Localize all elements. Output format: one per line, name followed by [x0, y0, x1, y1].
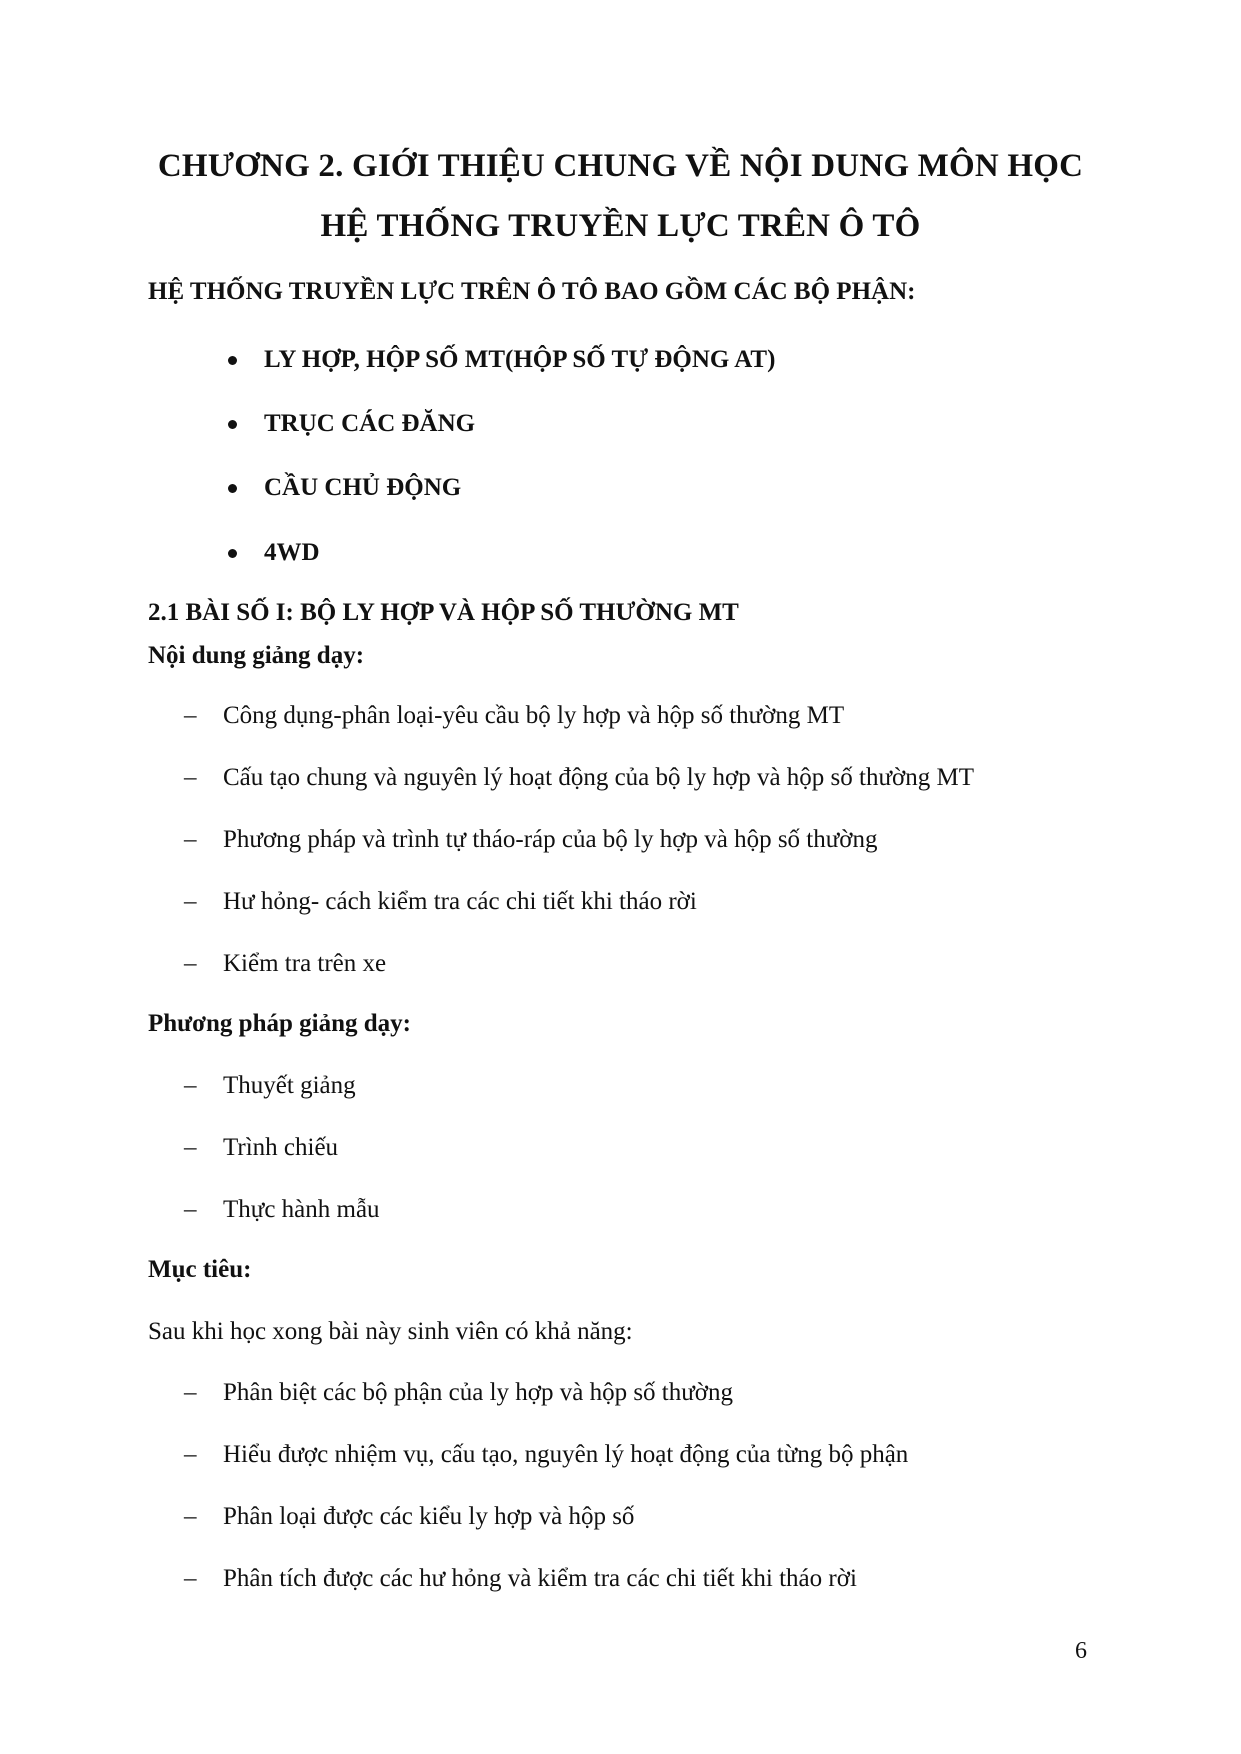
chapter-title-line-2: HỆ THỐNG TRUYỀN LỰC TRÊN Ô TÔ	[320, 208, 921, 244]
bullet-item: TRỤC CÁC ĐĂNG	[264, 410, 476, 437]
list-item: Phân biệt các bộ phận của ly hợp và hộp số thường	[223, 1379, 734, 1406]
list-item: Hư hỏng- cách kiểm tra các chi tiết khi tháo rời	[223, 888, 697, 915]
bullet-icon	[228, 420, 237, 429]
list-item: Hiểu được nhiệm vụ, cấu tạo, nguyên lý hoạt động của từng bộ phận	[223, 1441, 909, 1468]
bullet-icon	[228, 549, 237, 558]
list-item: Kiểm tra trên xe	[223, 950, 387, 977]
dash-icon: –	[184, 1503, 197, 1530]
dash-icon: –	[184, 950, 197, 977]
dash-icon: –	[184, 1565, 197, 1592]
lesson-heading: 2.1 BÀI SỐ I: BỘ LY HỢP VÀ HỘP SỐ THƯỜNG MT	[148, 599, 739, 626]
list-item: Phương pháp và trình tự tháo-ráp của bộ ly hợp và hộp số thường	[223, 826, 878, 853]
objectives-heading: Mục tiêu:	[148, 1256, 252, 1283]
dash-icon: –	[184, 826, 197, 853]
list-item: Thực hành mẫu	[223, 1196, 380, 1223]
bullet-item: LY HỢP, HỘP SỐ MT(HỘP SỐ TỰ ĐỘNG AT)	[264, 346, 776, 373]
page-number: 6	[1075, 1638, 1087, 1664]
dash-icon: –	[184, 764, 197, 791]
list-item: Trình chiếu	[223, 1134, 339, 1161]
dash-icon: –	[184, 1196, 197, 1223]
bullet-item: CẦU CHỦ ĐỘNG	[264, 474, 462, 501]
chapter-title-line-1: CHƯƠNG 2. GIỚI THIỆU CHUNG VỀ NỘI DUNG MÔN HỌC	[157, 148, 1084, 184]
dash-icon: –	[184, 702, 197, 729]
chapter-title	[0, 146, 1241, 266]
bullet-icon	[228, 484, 237, 493]
dash-icon: –	[184, 888, 197, 915]
method-heading: Phương pháp giảng dạy:	[148, 1010, 411, 1037]
content-heading: Nội dung giảng dạy:	[148, 642, 365, 669]
bullet-icon	[228, 356, 237, 365]
dash-icon: –	[184, 1441, 197, 1468]
list-item: Phân tích được các hư hỏng và kiểm tra các chi tiết khi tháo rời	[223, 1565, 857, 1592]
dash-icon: –	[184, 1072, 197, 1099]
objectives-intro: Sau khi học xong bài này sinh viên có khả năng:	[148, 1318, 633, 1345]
list-item: Phân loại được các kiểu ly hợp và hộp số	[223, 1503, 635, 1530]
system-components-heading: HỆ THỐNG TRUYỀN LỰC TRÊN Ô TÔ BAO GỒM CÁC BỘ PHẬN:	[148, 278, 916, 305]
list-item: Thuyết giảng	[223, 1072, 356, 1099]
list-item: Cấu tạo chung và nguyên lý hoạt động của bộ ly hợp và hộp số thường MT	[223, 764, 974, 791]
dash-icon: –	[184, 1134, 197, 1161]
bullet-item: 4WD	[264, 539, 320, 566]
list-item: Công dụng-phân loại-yêu cầu bộ ly hợp và hộp số thường MT	[223, 702, 845, 729]
dash-icon: –	[184, 1379, 197, 1406]
